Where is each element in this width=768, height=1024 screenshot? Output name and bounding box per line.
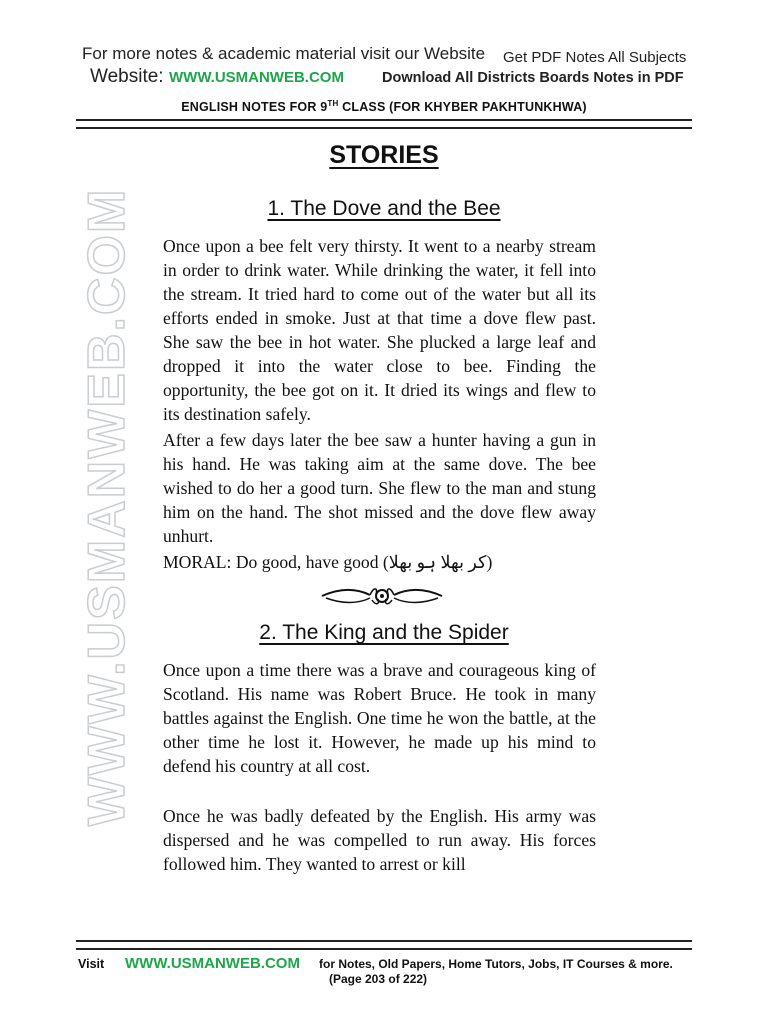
story-2-paragraph-2: Once he was badly defeated by the English. His army was dispersed and he was compelled to run away. His forces followed him. They wanted to arrest or kill — [163, 806, 596, 874]
header-divider — [76, 119, 692, 129]
header-districts-notes: Download All Districts Boards Notes in PDF — [382, 70, 684, 86]
story-1-paragraph-2: After a few days later the bee saw a hunter having a gun in his hand. He was taking aim at the same dove. The bee wished to do her a good turn. She flew to the man and stung him on the hand. The shot missed and the dove flew away unhurt. — [163, 430, 596, 546]
story-1-title: 1. The Dove and the Bee — [267, 197, 501, 220]
footer-divider — [76, 940, 692, 950]
header-site-note: For more notes & academic material visit our Website — [82, 44, 486, 63]
notes-subtitle — [0, 99, 768, 114]
watermark — [78, 187, 136, 827]
footer-more-text: for Notes, Old Papers, Home Tutors, Jobs, IT Courses & more. — [319, 957, 673, 971]
ornament-divider-icon — [320, 582, 444, 610]
story-2-paragraph-1: Once upon a time there was a brave and courageous king of Scotland. His name was Robert Bruce. He took in many battles against the English. One time he won the battle, at the other time he lost it. However, he made up his mind to defend his country at all cost. — [163, 660, 596, 776]
header-pdf-notes: Get PDF Notes All Subjects — [503, 49, 687, 66]
header-website-link[interactable]: WWW.USMANWEB.COM — [169, 69, 344, 86]
footer-website-link[interactable]: WWW.USMANWEB.COM — [125, 955, 300, 972]
header-website-label: Website: — [90, 66, 164, 87]
page-title: STORIES — [329, 141, 439, 169]
footer-visit-label: Visit — [78, 957, 105, 971]
watermark-text: WWW.USMANWEB.COM — [78, 187, 136, 827]
story-2-title: 2. The King and the Spider — [259, 621, 509, 644]
subtitle-prefix: ENGLISH NOTES FOR 9 — [181, 100, 328, 115]
story-1-paragraph-1: Once upon a bee felt very thirsty. It went to a nearby stream in order to drink water. While drinking the water, it fell into the stream. It tried hard to come out of the water but all its efforts ended in smoke. Just at that time a dove flew past. She saw the bee in hot water. She plucked a large leaf and dropped it into the water close to bee. Finding the opportunity, the bee got on it. It dried its wings and flew to its destination safely. — [163, 236, 596, 424]
footer-page-number: (Page 203 of 222) — [329, 972, 428, 986]
subtitle-suffix: CLASS (FOR KHYBER PAKHTUNKHWA) — [338, 100, 587, 115]
subtitle-sup: TH — [327, 99, 339, 108]
story-1-moral: MORAL: Do good, have good (کر بھلا ہو بھلا) — [163, 552, 493, 572]
